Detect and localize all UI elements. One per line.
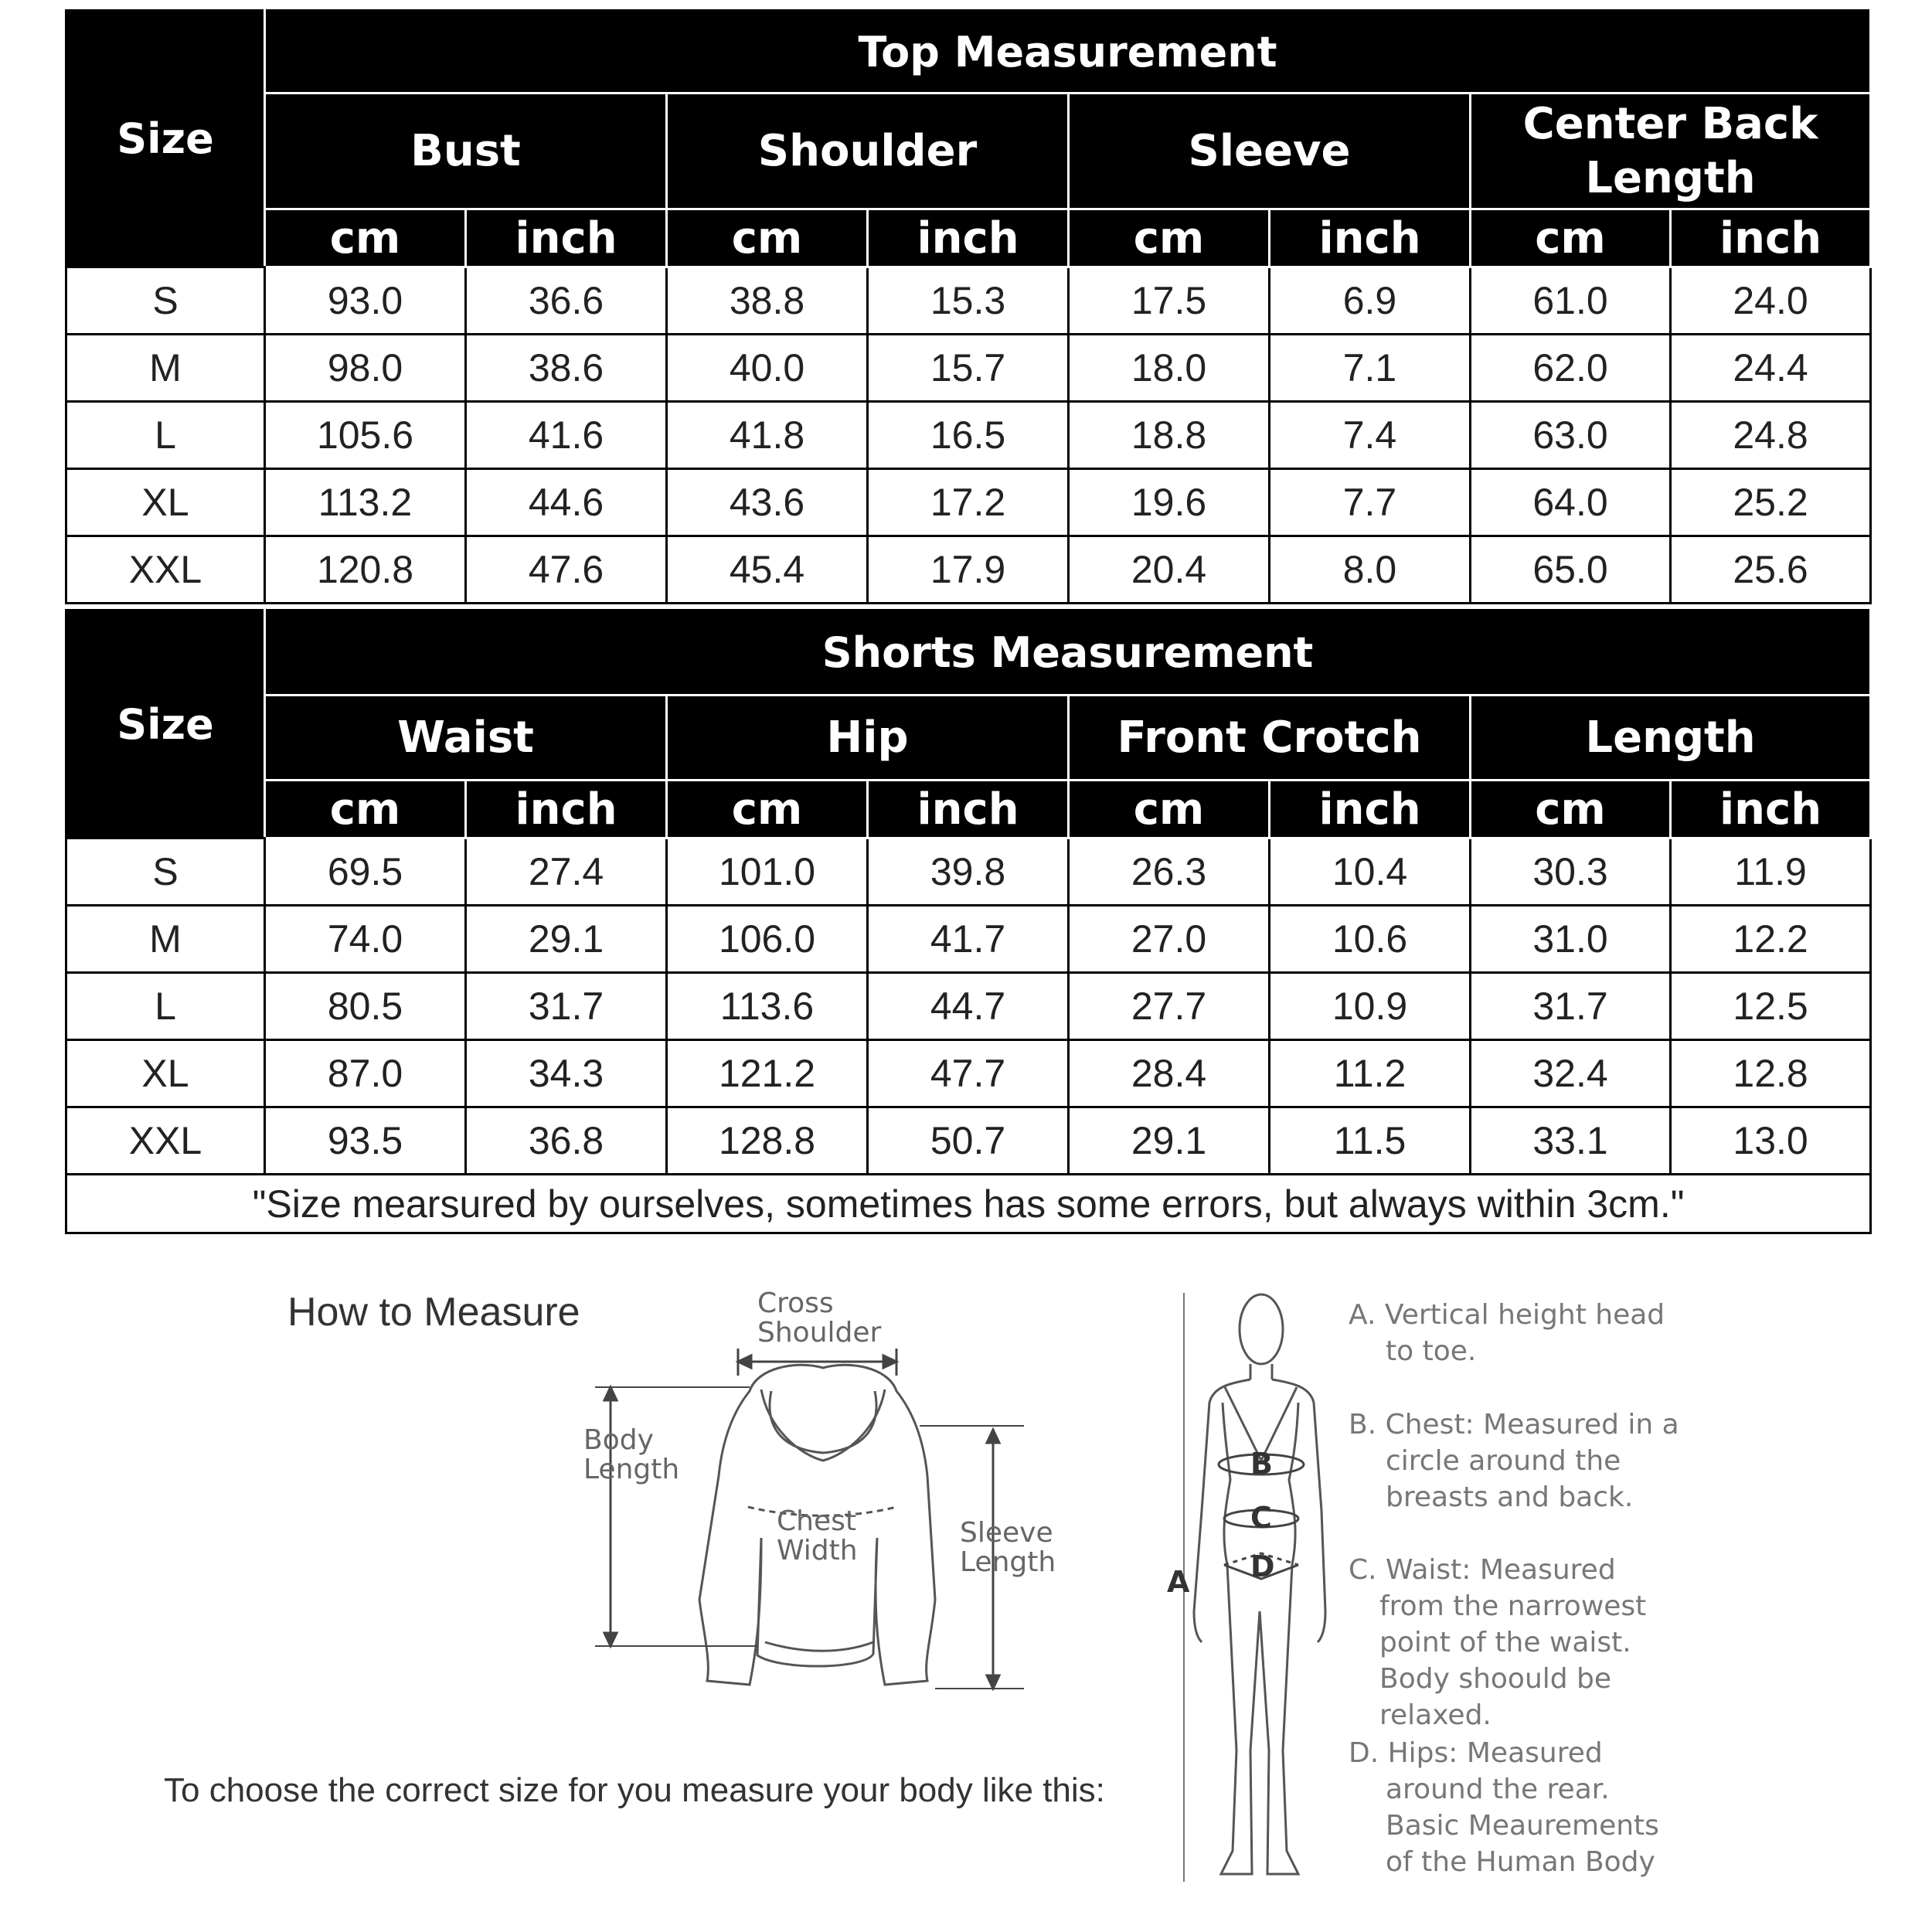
measurement-cell: 7.7 bbox=[1270, 469, 1471, 536]
marker-b: B bbox=[1250, 1447, 1273, 1481]
shirt-measure-diagram bbox=[572, 1275, 1082, 1708]
measurement-cell: 69.5 bbox=[265, 838, 466, 906]
unit-header: inch bbox=[868, 209, 1069, 267]
column-group-header: Waist bbox=[265, 696, 667, 781]
measurement-cell: 24.4 bbox=[1671, 335, 1871, 402]
unit-header: cm bbox=[265, 209, 466, 267]
measurement-cell: 24.0 bbox=[1671, 267, 1871, 335]
unit-header: cm bbox=[667, 781, 868, 838]
sleeve-length-label: Length bbox=[960, 1546, 1056, 1578]
measurement-cell: 105.6 bbox=[265, 402, 466, 469]
choose-size-instruction: To choose the correct size for you measure your body like this: bbox=[164, 1771, 1105, 1809]
unit-header: cm bbox=[265, 781, 466, 838]
size-header: Size bbox=[66, 11, 265, 267]
measurement-cell: 31.7 bbox=[1471, 973, 1671, 1040]
measurement-cell: 13.0 bbox=[1671, 1107, 1871, 1175]
legend-b: B. Chest: Measured in a bbox=[1349, 1409, 1679, 1440]
legend-c: C. Waist: Measured bbox=[1349, 1554, 1616, 1586]
column-group-header: Front Crotch bbox=[1069, 696, 1471, 781]
body-length-label: Body bbox=[583, 1424, 654, 1456]
size-cell: XL bbox=[66, 469, 265, 536]
measure-legend bbox=[1349, 1552, 1646, 1733]
body-figure-diagram bbox=[1159, 1287, 1345, 1913]
measurement-cell: 19.6 bbox=[1069, 469, 1270, 536]
measurement-cell: 38.8 bbox=[667, 267, 868, 335]
measurement-cell: 24.8 bbox=[1671, 402, 1871, 469]
unit-header: inch bbox=[466, 781, 667, 838]
measurement-cell: 41.7 bbox=[868, 906, 1069, 973]
measurement-cell: 113.2 bbox=[265, 469, 466, 536]
chest-width-label: Chest bbox=[777, 1505, 856, 1537]
measurement-cell: 93.0 bbox=[265, 267, 466, 335]
measurement-cell: 45.4 bbox=[667, 536, 868, 604]
size-cell: XXL bbox=[66, 1107, 265, 1175]
legend-c: Body shoould be bbox=[1379, 1663, 1612, 1695]
legend-b: circle around the bbox=[1386, 1445, 1621, 1477]
measurement-cell: 47.7 bbox=[868, 1040, 1069, 1107]
measurement-cell: 29.1 bbox=[1069, 1107, 1270, 1175]
size-cell: M bbox=[66, 906, 265, 973]
measurement-cell: 31.0 bbox=[1471, 906, 1671, 973]
measurement-cell: 30.3 bbox=[1471, 838, 1671, 906]
cross-shoulder-label: Cross bbox=[757, 1287, 834, 1319]
measurement-cell: 43.6 bbox=[667, 469, 868, 536]
measurement-cell: 106.0 bbox=[667, 906, 868, 973]
measurement-cell: 11.2 bbox=[1270, 1040, 1471, 1107]
table-row bbox=[66, 335, 1871, 402]
measurement-cell: 29.1 bbox=[466, 906, 667, 973]
unit-header: cm bbox=[1069, 781, 1270, 838]
measurement-cell: 50.7 bbox=[868, 1107, 1069, 1175]
unit-header: inch bbox=[1671, 781, 1871, 838]
table-title: Top Measurement bbox=[265, 11, 1871, 94]
size-cell: XL bbox=[66, 1040, 265, 1107]
size-cell: XXL bbox=[66, 536, 265, 604]
legend-a: A. Vertical height head bbox=[1349, 1299, 1665, 1331]
measurement-cell: 47.6 bbox=[466, 536, 667, 604]
column-group-header: Length bbox=[1471, 696, 1871, 781]
measurement-cell: 26.3 bbox=[1069, 838, 1270, 906]
measurement-cell: 6.9 bbox=[1270, 267, 1471, 335]
body-length-label: Length bbox=[583, 1454, 680, 1485]
table-row bbox=[66, 469, 1871, 536]
measurement-cell: 121.2 bbox=[667, 1040, 868, 1107]
column-group-header: Shoulder bbox=[667, 94, 1069, 209]
measurement-cell: 34.3 bbox=[466, 1040, 667, 1107]
legend-d: around the rear. bbox=[1386, 1774, 1610, 1805]
measurement-cell: 27.0 bbox=[1069, 906, 1270, 973]
measurement-cell: 11.9 bbox=[1671, 838, 1871, 906]
measurement-cell: 44.7 bbox=[868, 973, 1069, 1040]
measurement-cell: 27.4 bbox=[466, 838, 667, 906]
table-row bbox=[66, 402, 1871, 469]
unit-header: cm bbox=[1471, 781, 1671, 838]
measurement-cell: 65.0 bbox=[1471, 536, 1671, 604]
legend-c: point of the waist. bbox=[1379, 1627, 1631, 1658]
measurement-cell: 61.0 bbox=[1471, 267, 1671, 335]
unit-header: cm bbox=[1069, 209, 1270, 267]
size-cell: M bbox=[66, 335, 265, 402]
size-cell: S bbox=[66, 838, 265, 906]
size-header: Size bbox=[66, 611, 265, 838]
marker-c: C bbox=[1250, 1501, 1272, 1535]
column-group-header: Center Back Length bbox=[1471, 94, 1871, 209]
size-cell: L bbox=[66, 973, 265, 1040]
measure-legend bbox=[1349, 1406, 1679, 1515]
measurement-cell: 17.9 bbox=[868, 536, 1069, 604]
measurement-cell: 87.0 bbox=[265, 1040, 466, 1107]
column-group-header: Bust bbox=[265, 94, 667, 209]
table-row bbox=[66, 267, 1871, 335]
unit-header: cm bbox=[1471, 209, 1671, 267]
measurement-cell: 39.8 bbox=[868, 838, 1069, 906]
measurement-cell: 12.2 bbox=[1671, 906, 1871, 973]
column-group-header: Hip bbox=[667, 696, 1069, 781]
cross-shoulder-label: Shoulder bbox=[757, 1317, 882, 1349]
unit-header: inch bbox=[1270, 209, 1471, 267]
measurement-cell: 62.0 bbox=[1471, 335, 1671, 402]
measurement-note: "Size mearsured by ourselves, sometimes has some errors, but always within 3cm." bbox=[66, 1175, 1871, 1233]
measurement-cell: 74.0 bbox=[265, 906, 466, 973]
shorts-measurement-table bbox=[65, 609, 1872, 1234]
unit-header: cm bbox=[667, 209, 868, 267]
legend-c: from the narrowest bbox=[1379, 1590, 1647, 1622]
table-row bbox=[66, 1040, 1871, 1107]
measurement-cell: 93.5 bbox=[265, 1107, 466, 1175]
measurement-cell: 128.8 bbox=[667, 1107, 868, 1175]
table-row bbox=[66, 838, 1871, 906]
measurement-cell: 10.6 bbox=[1270, 906, 1471, 973]
legend-d: D. Hips: Measured bbox=[1349, 1737, 1603, 1769]
top-measurement-table bbox=[65, 9, 1872, 604]
chest-width-label: Width bbox=[777, 1535, 858, 1566]
how-to-measure-title: How to Measure bbox=[287, 1290, 580, 1335]
measurement-cell: 10.4 bbox=[1270, 838, 1471, 906]
measurement-cell: 101.0 bbox=[667, 838, 868, 906]
table-row bbox=[66, 1107, 1871, 1175]
unit-header: inch bbox=[466, 209, 667, 267]
measurement-cell: 16.5 bbox=[868, 402, 1069, 469]
head-outline bbox=[1240, 1294, 1283, 1364]
marker-a: A bbox=[1167, 1565, 1190, 1599]
table-row bbox=[66, 973, 1871, 1040]
measurement-cell: 7.1 bbox=[1270, 335, 1471, 402]
measurement-cell: 120.8 bbox=[265, 536, 466, 604]
measure-legend bbox=[1349, 1735, 1659, 1880]
size-cell: L bbox=[66, 402, 265, 469]
unit-header: inch bbox=[1671, 209, 1871, 267]
measurement-cell: 32.4 bbox=[1471, 1040, 1671, 1107]
measurement-cell: 12.5 bbox=[1671, 973, 1871, 1040]
measurement-cell: 28.4 bbox=[1069, 1040, 1270, 1107]
measurement-cell: 20.4 bbox=[1069, 536, 1270, 604]
measurement-cell: 17.2 bbox=[868, 469, 1069, 536]
measurement-cell: 18.8 bbox=[1069, 402, 1270, 469]
measurement-cell: 25.2 bbox=[1671, 469, 1871, 536]
measurement-cell: 10.9 bbox=[1270, 973, 1471, 1040]
legend-c: relaxed. bbox=[1379, 1699, 1492, 1731]
measurement-cell: 63.0 bbox=[1471, 402, 1671, 469]
measurement-cell: 31.7 bbox=[466, 973, 667, 1040]
measurement-cell: 11.5 bbox=[1270, 1107, 1471, 1175]
table-row bbox=[66, 906, 1871, 973]
measurement-cell: 113.6 bbox=[667, 973, 868, 1040]
unit-header: inch bbox=[1270, 781, 1471, 838]
legend-a: to toe. bbox=[1386, 1335, 1477, 1367]
sleeve-length-label: Sleeve bbox=[960, 1517, 1053, 1549]
measurement-cell: 80.5 bbox=[265, 973, 466, 1040]
measurement-cell: 15.3 bbox=[868, 267, 1069, 335]
measurement-cell: 36.6 bbox=[466, 267, 667, 335]
table-title: Shorts Measurement bbox=[265, 611, 1871, 696]
marker-d: D bbox=[1250, 1549, 1275, 1583]
measurement-cell: 15.7 bbox=[868, 335, 1069, 402]
measurement-cell: 40.0 bbox=[667, 335, 868, 402]
measurement-cell: 36.8 bbox=[466, 1107, 667, 1175]
legend-d: Basic Meaurements bbox=[1386, 1810, 1659, 1842]
measurement-cell: 38.6 bbox=[466, 335, 667, 402]
measurement-cell: 18.0 bbox=[1069, 335, 1270, 402]
column-group-header: Sleeve bbox=[1069, 94, 1471, 209]
measure-legend bbox=[1349, 1297, 1665, 1369]
size-cell: S bbox=[66, 267, 265, 335]
unit-header: inch bbox=[868, 781, 1069, 838]
measurement-cell: 7.4 bbox=[1270, 402, 1471, 469]
measurement-cell: 64.0 bbox=[1471, 469, 1671, 536]
legend-b: breasts and back. bbox=[1386, 1481, 1634, 1513]
measurement-cell: 12.8 bbox=[1671, 1040, 1871, 1107]
measurement-cell: 98.0 bbox=[265, 335, 466, 402]
table-row bbox=[66, 536, 1871, 604]
measurement-cell: 17.5 bbox=[1069, 267, 1270, 335]
legend-d: of the Human Body bbox=[1386, 1846, 1655, 1878]
measurement-cell: 8.0 bbox=[1270, 536, 1471, 604]
measurement-cell: 44.6 bbox=[466, 469, 667, 536]
measurement-cell: 41.6 bbox=[466, 402, 667, 469]
measurement-cell: 27.7 bbox=[1069, 973, 1270, 1040]
measurement-cell: 33.1 bbox=[1471, 1107, 1671, 1175]
measurement-cell: 25.6 bbox=[1671, 536, 1871, 604]
measurement-cell: 41.8 bbox=[667, 402, 868, 469]
